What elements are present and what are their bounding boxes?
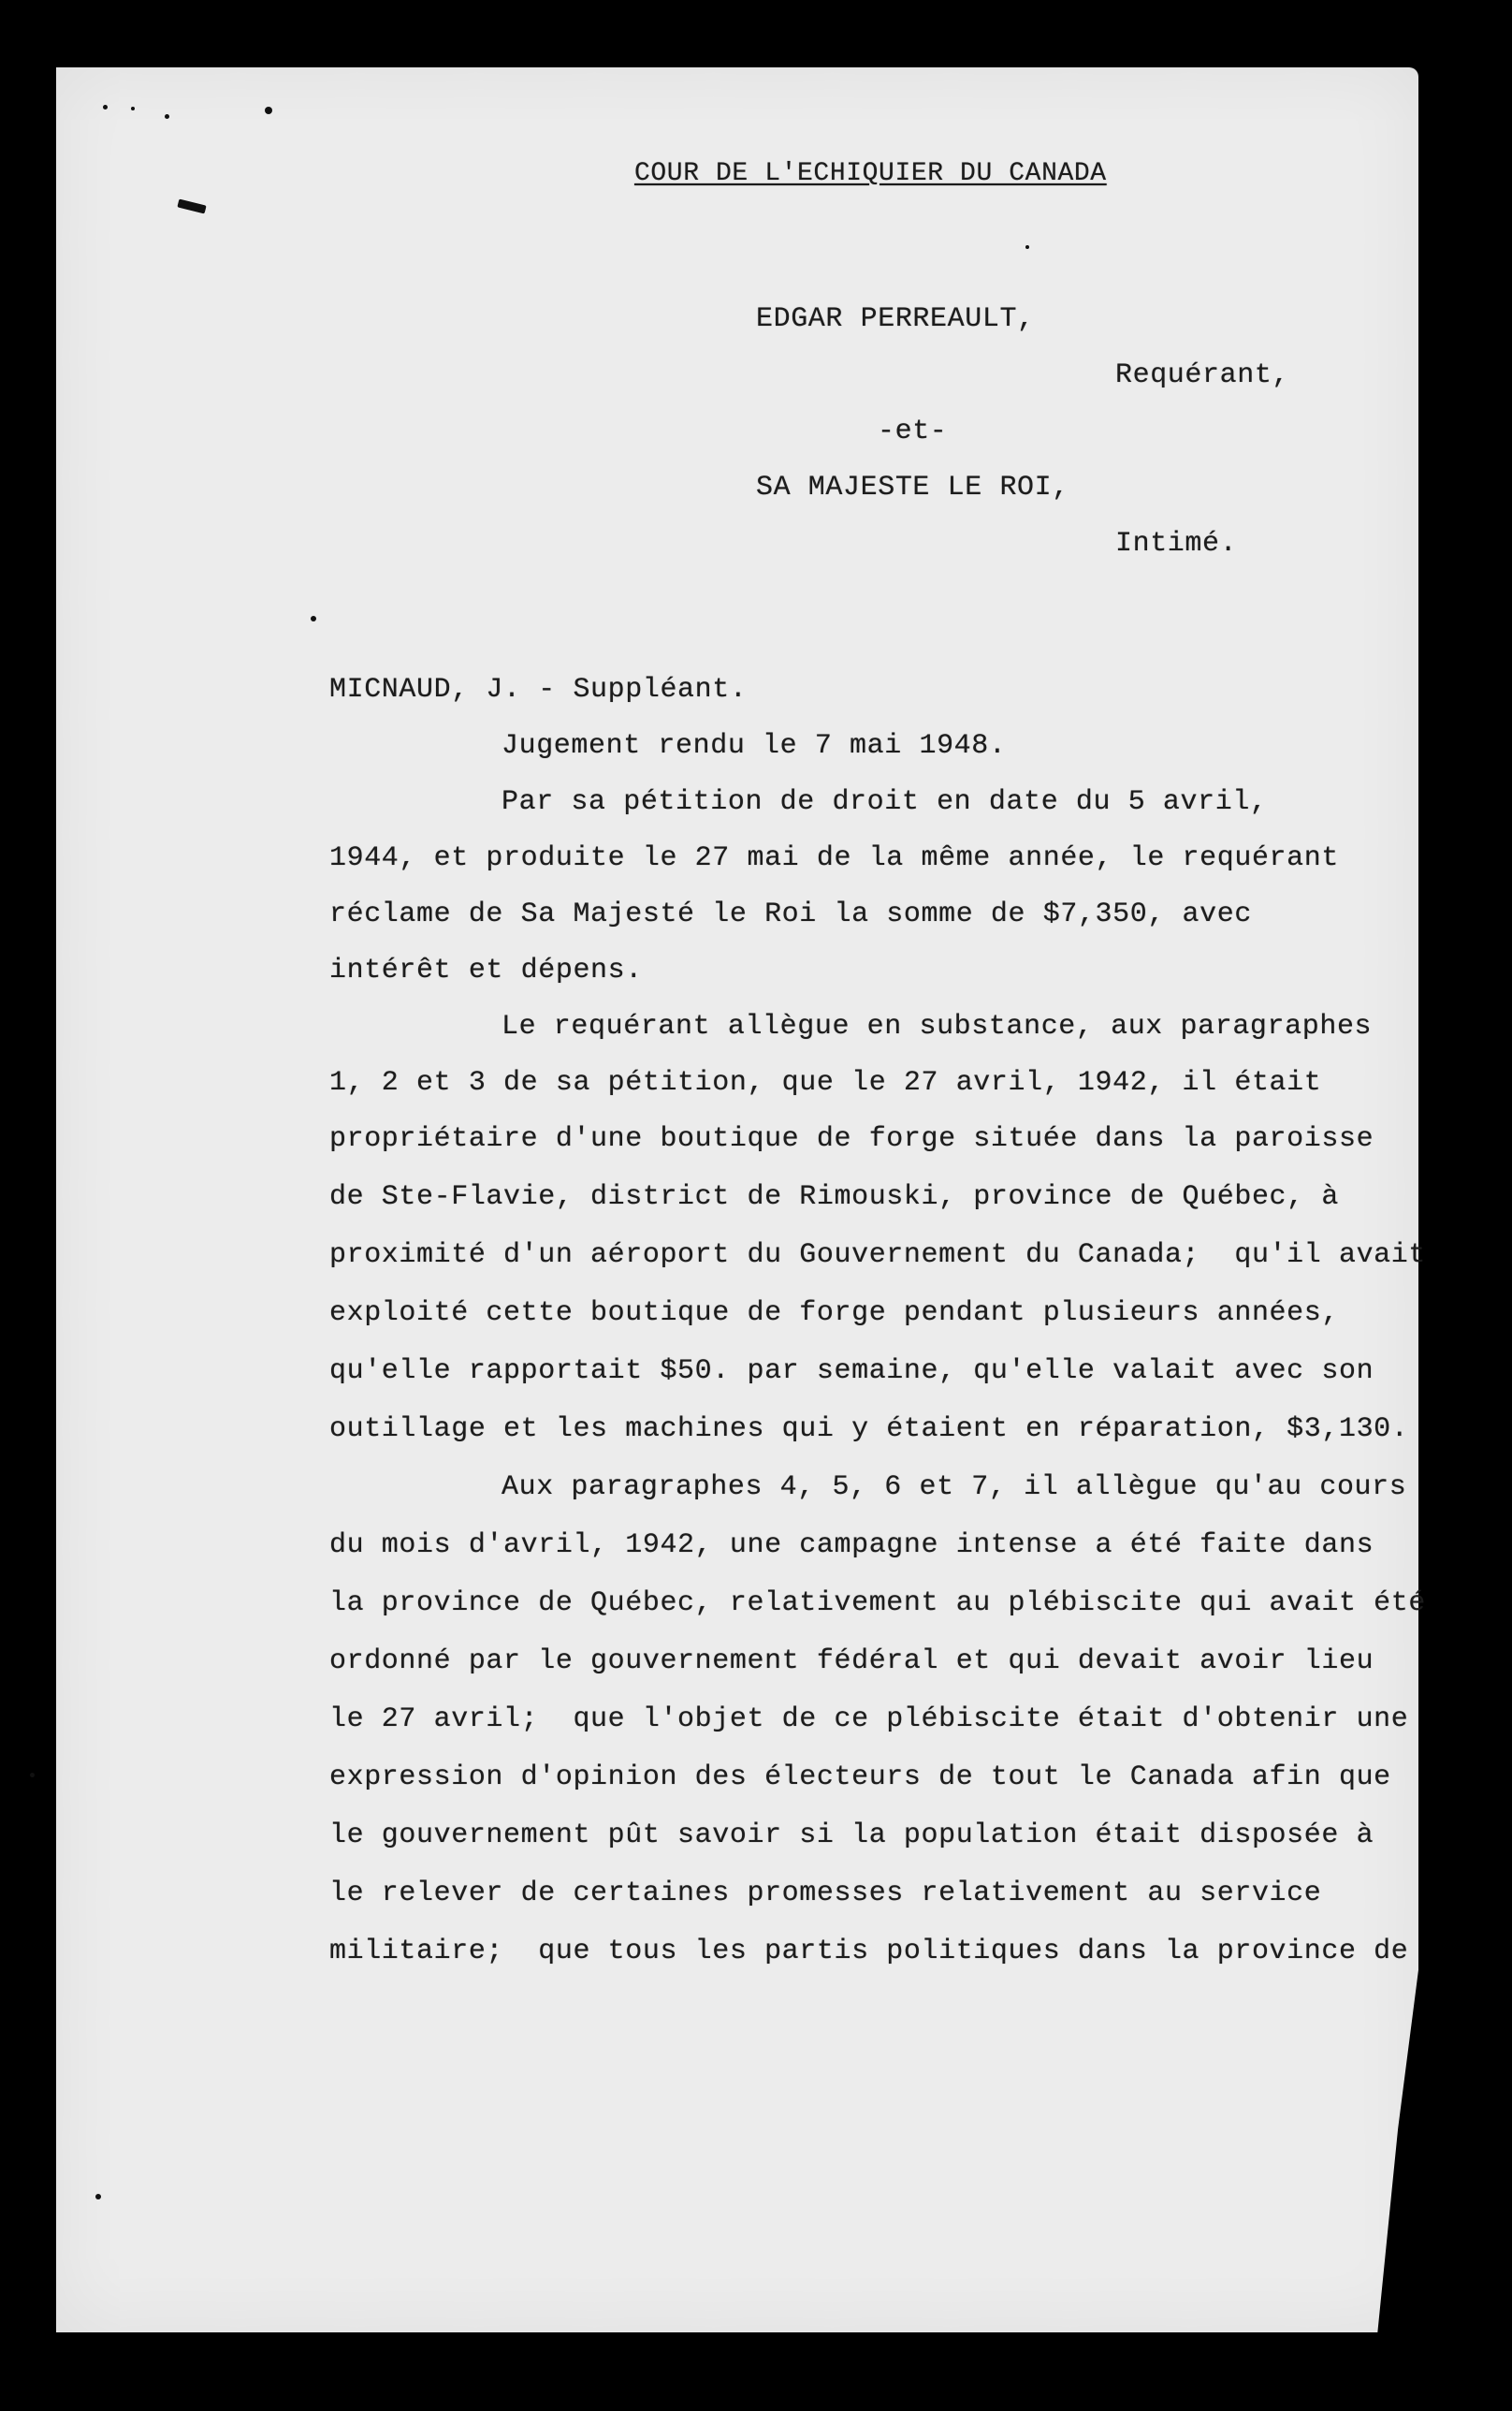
scan-speck: [30, 1773, 35, 1777]
body-line: Aux paragraphes 4, 5, 6 et 7, il allègue qu'au cours: [502, 1471, 1407, 1503]
body-line: du mois d'avril, 1942, une campagne intense a été faite dans: [329, 1529, 1374, 1561]
petitioner-role: Requérant,: [1115, 359, 1290, 391]
body-line: proximité d'un aéroport du Gouvernement du Canada; qu'il avait: [329, 1239, 1426, 1271]
body-line: le 27 avril; que l'objet de ce plébiscite était d'obtenir une: [329, 1703, 1409, 1735]
body-line: exploité cette boutique de forge pendant plusieurs années,: [329, 1297, 1339, 1329]
court-title: COUR DE L'ECHIQUIER DU CANADA: [634, 159, 1107, 188]
judge-line: MICNAUD, J. - Suppléant.: [329, 674, 748, 706]
scan-speck: [95, 2194, 101, 2199]
body-line: qu'elle rapportait $50. par semaine, qu'elle valait avec son: [329, 1355, 1374, 1387]
body-line: 1944, et produite le 27 mai de la même année, le requérant: [329, 842, 1339, 874]
scan-speck: [311, 616, 316, 621]
scan-speck: [131, 107, 135, 110]
respondent-role: Intimé.: [1115, 528, 1238, 560]
parties-conjunction: -et-: [878, 416, 948, 447]
body-line: le relever de certaines promesses relativement au service: [329, 1878, 1322, 1909]
body-line: outillage et les machines qui y étaient en réparation, $3,130.: [329, 1413, 1409, 1445]
body-line: intérêt et dépens.: [329, 955, 643, 986]
scan-speck: [165, 114, 169, 119]
respondent-name: SA MAJESTE LE ROI,: [756, 472, 1069, 504]
body-line: expression d'opinion des électeurs de tout le Canada afin que: [329, 1761, 1391, 1793]
body-line: 1, 2 et 3 de sa pétition, que le 27 avril, 1942, il était: [329, 1067, 1322, 1099]
body-line: ordonné par le gouvernement fédéral et qui devait avoir lieu: [329, 1645, 1374, 1677]
body-line: réclame de Sa Majesté le Roi la somme de $7,350, avec: [329, 899, 1252, 930]
scan-speck: [1025, 245, 1029, 249]
petitioner-name: EDGAR PERREAULT,: [756, 303, 1035, 335]
body-line: le gouvernement pût savoir si la population était disposée à: [329, 1819, 1374, 1851]
body-line: la province de Québec, relativement au plébiscite qui avait été: [329, 1587, 1426, 1619]
body-line: Par sa pétition de droit en date du 5 avril,: [502, 786, 1268, 818]
body-line: propriétaire d'une boutique de forge située dans la paroisse: [329, 1123, 1374, 1155]
body-line: militaire; que tous les partis politiques dans la province de: [329, 1936, 1409, 1967]
body-line: de Ste-Flavie, district de Rimouski, province de Québec, à: [329, 1181, 1339, 1213]
scan-speck: [265, 107, 272, 114]
body-line: Le requérant allègue en substance, aux paragraphes: [502, 1011, 1373, 1043]
judgment-date: Jugement rendu le 7 mai 1948.: [502, 730, 1007, 762]
scan-speck: [103, 105, 108, 110]
